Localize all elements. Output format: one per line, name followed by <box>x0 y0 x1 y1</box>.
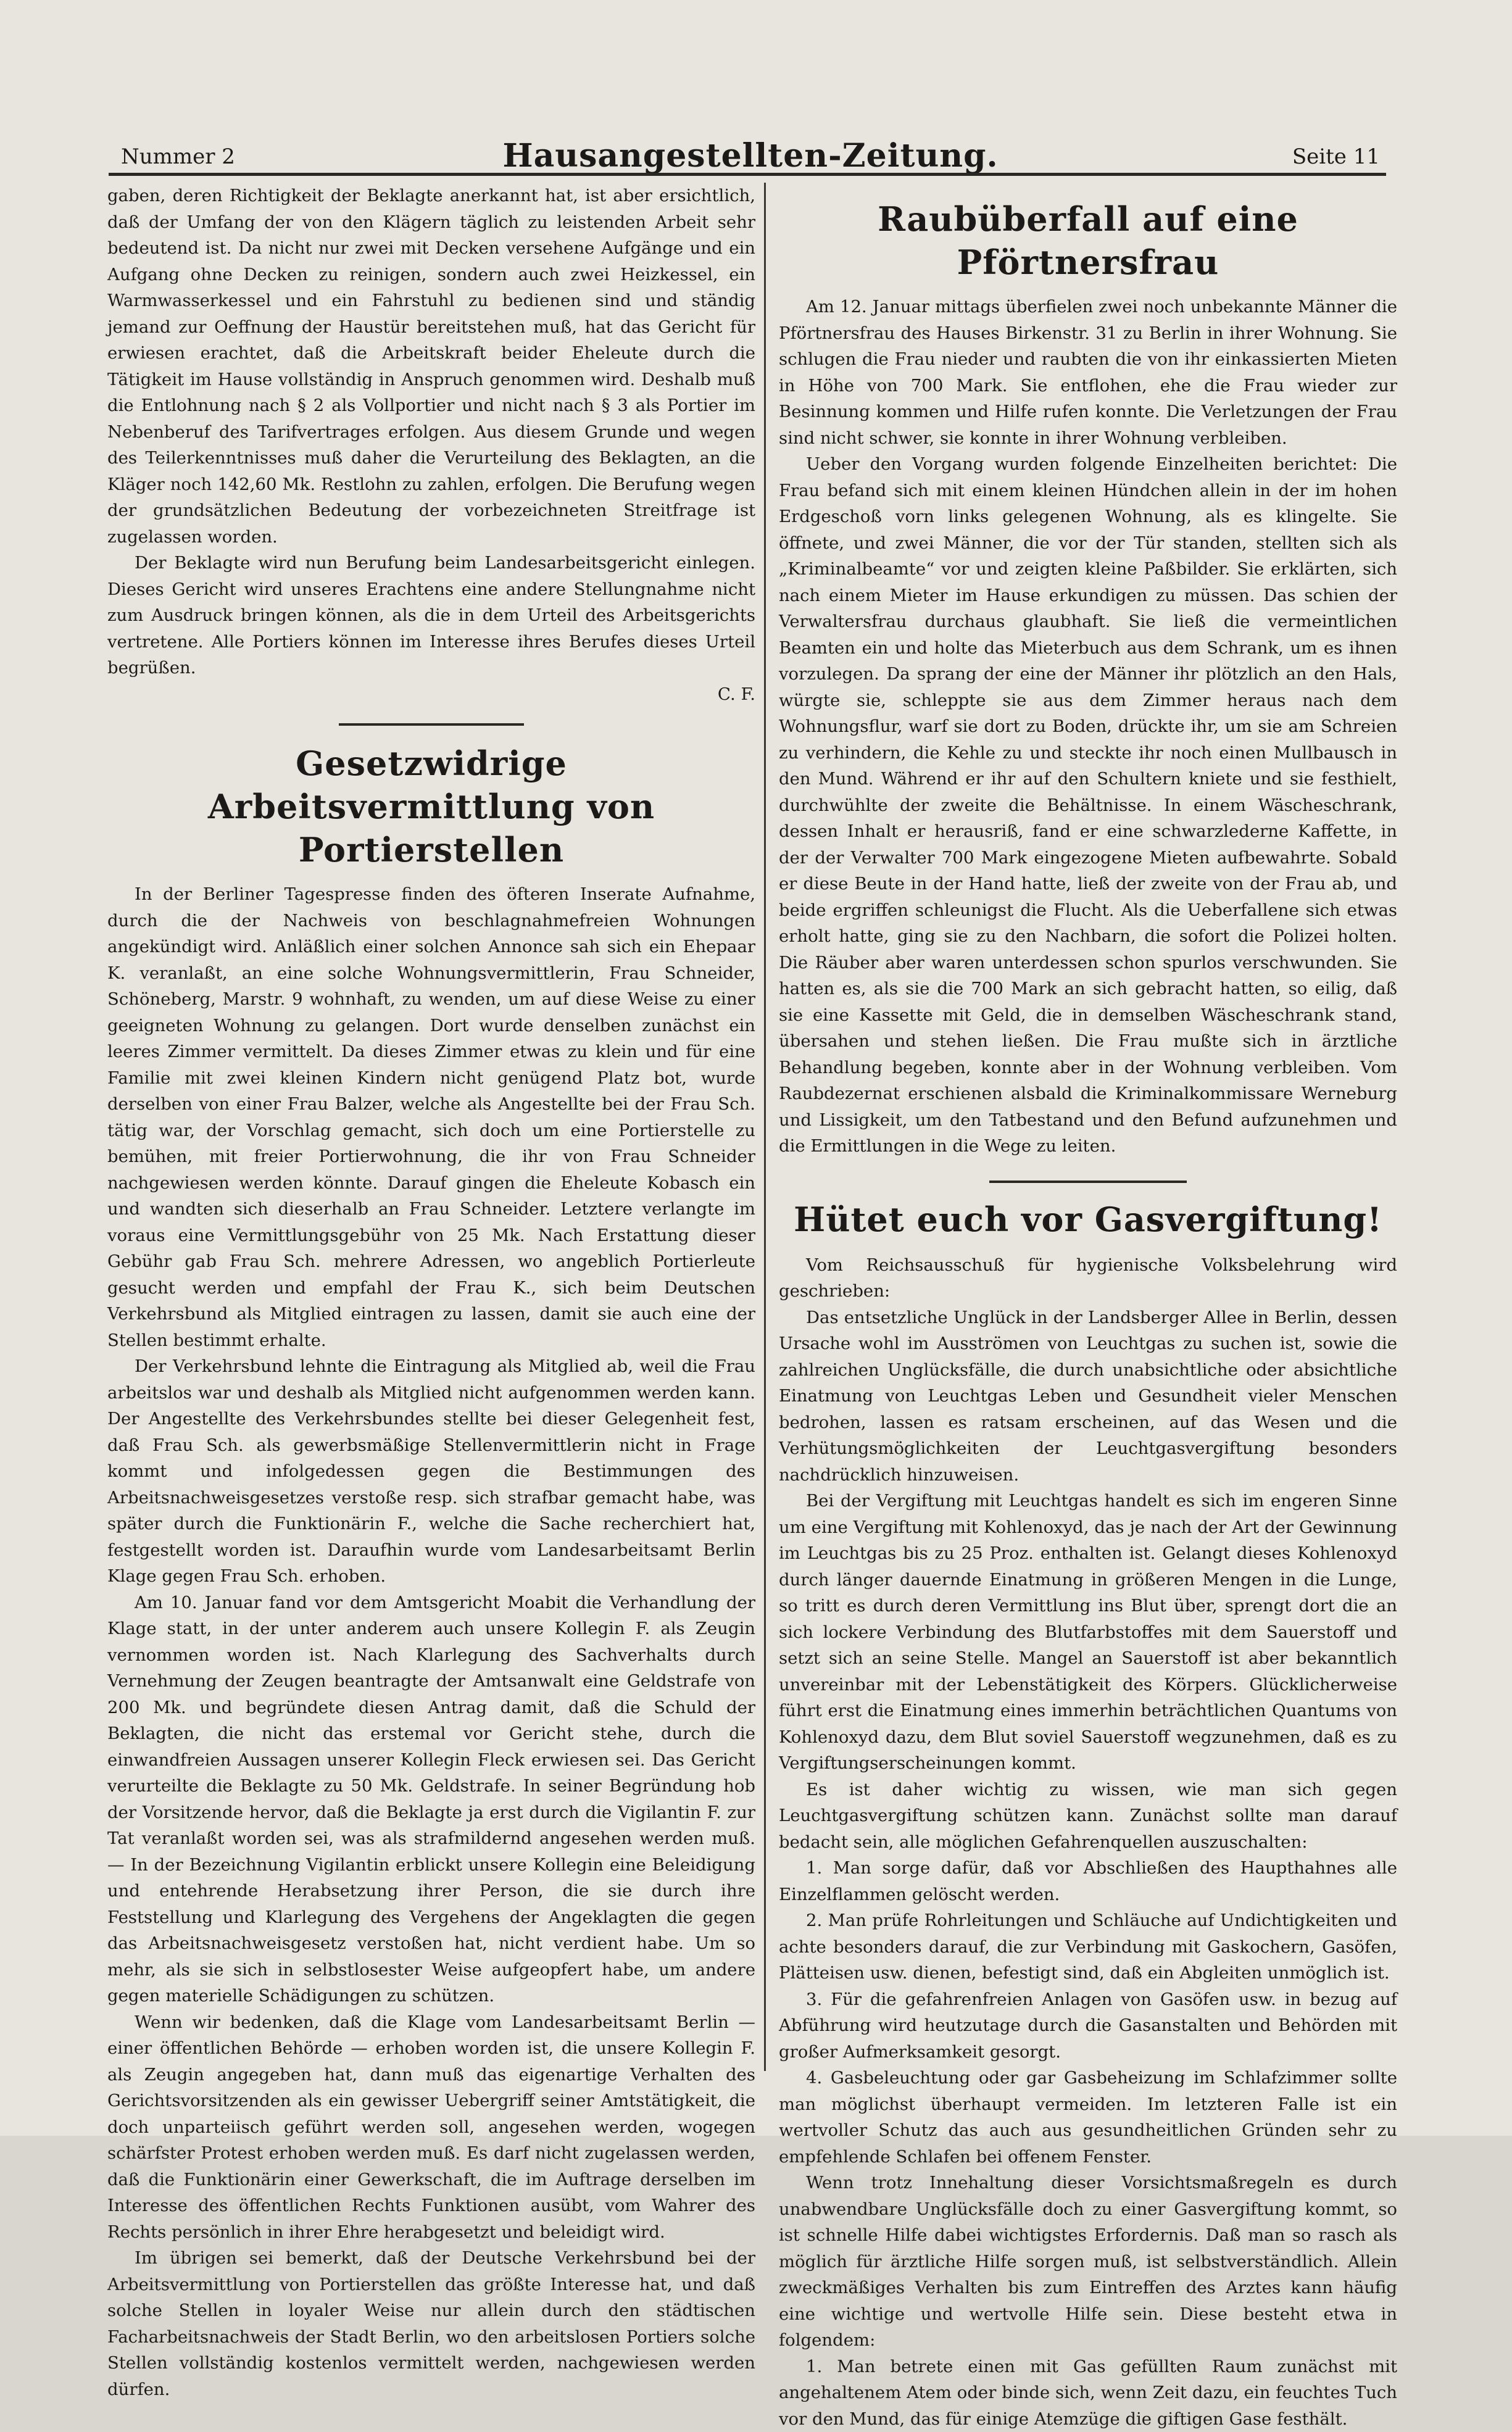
list-item: 1. Man betrete einen mit Gas gefüllten Raum zunächst mit angehaltenem Atem oder binde sich, wenn Zeit dazu, ein feuchtes Tuch vor den Mund, das für einige Atemzüge die giftigen Gase festhält. <box>779 2354 1397 2432</box>
masthead-title: Hausangestellten-Zeitung. <box>121 137 1380 175</box>
article-title-raubueberfall: Raubüberfall auf eine Pförtnersfrau <box>779 197 1397 284</box>
article-paragraph: Am 10. Januar fand vor dem Amtsgericht Moabit die Verhandlung der Klage statt, in der unter anderem auch unsere Kollegin F. als Zeugin vernommen worden ist. Nach Klarlegung des Sachverhalts durch Vernehmung der Zeugen beantragte der Amtsanwalt eine Geldstrafe von 200 Mk. und begründete diesen Antrag damit, daß die Schuld der Beklagten, die nicht das erstemal vor Gericht stehe, durch die einwandfreien Aussagen unserer Kollegin Fleck erwiesen sei. Das Gericht verurteilte die Beklagte zu 50 Mk. Geldstrafe. In seiner Begründung hob der Vorsitzende hervor, daß die Beklagte ja erst durch die Vigilantin F. zur Tat veranlaßt worden sei, was als strafmildernd angesehen werden muß. — In der Bezeichnung Vigilantin erblickt unsere Kollegin eine Beleidigung und entehrende Herabsetzung ihrer Person, die sie durch ihre Feststellung und Klarlegung des Vergehens der Angeklagten die gegen das Arbeitsnachweisgesetz verstoßen hat, nicht verdient habe. Um so mehr, als sie sich in selbstlosester Weise aufgeopfert habe, um andere gegen materielle Schädigungen zu schützen. <box>107 1590 755 2009</box>
article-title-gasvergiftung: Hütet euch vor Gasvergiftung! <box>779 1198 1397 1241</box>
article-separator <box>989 1181 1187 1183</box>
continuation-paragraph-last: Der Beklagte wird nun Berufung beim Landesarbeitsgericht einlegen. Dieses Gericht wird unseres Erachtens eine andere Stellungnahme nicht zum Ausdruck bringen können, als die in dem Urteil des Arbeitsgerichts vertretene. Alle Portiers können im Interesse ihres Berufes dieses Urteil begrüßen. <box>107 550 755 681</box>
column-divider <box>764 183 766 2071</box>
page-number: Seite 11 <box>1292 144 1380 169</box>
article-paragraph: In der Berliner Tagespresse finden des öfteren Inserate Aufnahme, durch die der Nachweis von beschlagnahmefreien Wohnungen angekündigt wird. Anläßlich einer solchen Annonce sah sich ein Ehepaar K. veranlaßt, an eine solche Wohnungsvermittlerin, Frau Schneider, Schöneberg, Marstr. 9 wohnhaft, zu wenden, um auf diese Weise zu einer geeigneten Wohnung zu gelangen. Dort wurde denselben zunächst ein leeres Zimmer vermittelt. Da dieses Zimmer etwas zu klein und für eine Familie mit zwei kleinen Kindern nicht genügend Platz bot, wurde derselben von einer Frau Balzer, welche als Angestellte bei der Frau Sch. tätig war, der Vorschlag gemacht, sich doch um eine Portierstelle zu bemühen, mit freier Portierwohnung, die ihr von Frau Schneider nachgewiesen werden könnte. Darauf gingen die Eheleute Kobasch ein und wandten sich dieserhalb an Frau Schneider. Letztere verlangte im voraus eine Vermittlungsgebühr von 25 Mk. Nach Erstattung dieser Gebühr gab Frau Sch. mehrere Adressen, wo angeblich Portierleute gesucht werden und empfahl der Frau K., sich beim Deutschen Verkehrsbund als Mitglied eintragen zu lassen, damit sie auch eine der Stellen bestimmt erhalte. <box>107 881 755 1353</box>
article-paragraph: Bei der Vergiftung mit Leuchtgas handelt es sich im engeren Sinne um eine Vergiftung mit Kohlenoxyd, das je nach der Art der Gewinnung im Leuchtgas bis zu 25 Proz. enthalten ist. Gelangt dieses Kohlenoxyd durch länger dauernde Einatmung in größeren Mengen in die Lunge, so tritt es durch deren Vermittlung ins Blut über, sprengt dort die an sich lockere Verbindung des Blutfarbstoffes mit dem Sauerstoff und setzt sich an seine Stelle. Mangel an Sauerstoff ist aber bekanntlich unvereinbar mit der Lebenstätigkeit des Körpers. Glücklicherweise führt erst die Einatmung eines immerhin beträchtlichen Quantums von Kohlenoxyd dazu, dem Blut soviel Sauerstoff wegzunehmen, daß es zu Vergiftungserscheinungen kommt. <box>779 1488 1397 1777</box>
article-paragraph: Ueber den Vorgang wurden folgende Einzelheiten berichtet: Die Frau befand sich mit einem kleinen Hündchen allein in der im hohen Erdgeschoß vorn links gelegenen Wohnung, als es klingelte. Sie öffnete, und zwei Männer, die vor der Tür standen, stellten sich als „Kriminalbeamte“ vor und zeigten kleine Paßbilder. Sie erklärten, sich nach einem Mieter im Hause erkundigen zu müssen. Das schien der Verwaltersfrau durchaus glaubhaft. Sie ließ die vermeintlichen Beamten ein und holte das Mieterbuch aus dem Schrank, um es ihnen vorzulegen. Da sprang der eine der Männer ihr plötzlich an den Hals, würgte sie, schleppte sie aus dem Zimmer heraus nach dem Wohnungsflur, warf sie dort zu Boden, drückte ihr, um sie am Schreien zu verhindern, die Kehle zu und steckte ihr noch einen Mullbausch in den Mund. Während er ihr auf den Schultern kniete und sie festhielt, durchwühlte der zweite die Behältnisse. In einem Wäscheschrank, dessen Inhalt er herausriß, fand er eine schwarzlederne Kaffette, in der der Verwalter 700 Mark eingezogene Mieten aufbewahrte. Sobald er diese Beute in der Hand hatte, ließ der zweite von der Frau ab, und beide ergriffen schleunigst die Flucht. Als die Ueberfallene sich etwas erholt hatte, ging sie zu den Nachbarn, die sofort die Polizei holten. Die Räuber aber waren unterdessen schon spurlos verschwunden. Sie hatten es, als sie die 700 Mark an sich gebracht hatten, so eilig, daß sie eine Kassette mit Geld, die in demselben Wäscheschrank stand, übersahen und stehen ließen. Die Frau mußte sich in ärztliche Behandlung begeben, konnte aber in der Wohnung verbleiben. Vom Raubdezernat erschienen alsbald die Kriminalkommissare Werneburg und Lissigkeit, um den Tatbestand und den Befund aufzunehmen und die Ermittlungen in die Wege zu leiten. <box>779 451 1397 1160</box>
article-title-arbeitsvermittlung: Gesetzwidrige Arbeitsvermittlung von Portierstellen <box>107 742 755 871</box>
list-item: 2. Man prüfe Rohrleitungen und Schläuche auf Undichtigkeiten und achte besonders darauf, die zur Verbindung mit Gaskochern, Gasöfen, Plätteisen usw. dienen, befestigt sind, daß ein Abgleiten unmöglich ist. <box>779 1907 1397 1986</box>
list-item: 3. Für die gefahrenfreien Anlagen von Gasöfen usw. in bezug auf Abführung wird heutzutage durch die Gasanstalten und Behörden mit großer Aufmerksamkeit gesorgt. <box>779 1986 1397 2065</box>
right-column <box>779 183 1397 2071</box>
article-paragraph: Das entsetzliche Unglück in der Landsberger Allee in Berlin, dessen Ursache wohl im Ausströmen von Leuchtgas zu suchen ist, sowie die zahlreichen Unglücksfälle, die durch unabsichtliche oder absichtliche Einatmung von Leuchtgas Leben und Gesundheit vieler Menschen bedrohen, lassen es ratsam erscheinen, auf das Wesen und die Verhütungsmöglichkeiten der Leuchtgasvergiftung besonders nachdrücklich hinzuweisen. <box>779 1305 1397 1488</box>
list-item: 4. Gasbeleuchtung oder gar Gasbeheizung im Schlafzimmer sollte man möglichst überhaupt vermeiden. Im letzteren Falle ist ein wertvoller Schutz das auch aus gesundheitlichen Gründen sehr zu empfehlende Schlafen bei offenem Fenster. <box>779 2065 1397 2170</box>
list-item: 1. Man sorge dafür, daß vor Abschließen des Haupthahnes alle Einzelflammen gelöscht werden. <box>779 1855 1397 1907</box>
article-paragraph: Am 12. Januar mittags überfielen zwei noch unbekannte Männer die Pförtnersfrau des Hauses Birkenstr. 31 zu Berlin in ihrer Wohnung. Sie schlugen die Frau nieder und raubten die von ihr einkassierten Mieten in Höhe von 700 Mark. Sie entflohen, ehe die Frau wieder zur Besinnung kommen und Hilfe rufen konnte. Die Verletzungen der Frau sind nicht schwer, sie konnte in ihrer Wohnung verbleiben. <box>779 294 1397 451</box>
article-intro: Vom Reichsausschuß für hygienische Volksbelehrung wird geschrieben: <box>779 1252 1397 1305</box>
article-paragraph: Wenn wir bedenken, daß die Klage vom Landesarbeitsamt Berlin — einer öffentlichen Behörde — erhoben worden ist, die unsere Kollegin F. als Zeugin angegeben hat, dann muß das eigenartige Verhalten des Gerichtsvorsitzenden als ein gewisser Uebergriff seiner Amtstätigkeit, die doch unparteiisch geführt werden soll, angesehen werden, wogegen schärfster Protest erhoben werden muß. Es darf nicht zugelassen werden, daß die Funktionärin einer Gewerkschaft, die im Auftrage derselben im Interesse des öffentlichen Rechts Funktionen ausübt, vom Wahrer des Rechts persönlich in ihrer Ehre herabgesetzt und beleidigt wird. <box>107 2009 755 2246</box>
header-rule <box>109 173 1386 176</box>
signature: C. F. <box>718 681 755 708</box>
left-column <box>107 183 755 2071</box>
article-separator <box>339 723 524 726</box>
continuation-paragraph: gaben, deren Richtigkeit der Beklagte anerkannt hat, ist aber ersichtlich, daß der Umfang der von den Klägern täglich zu leistenden Arbeit sehr bedeutend ist. Da nicht nur zwei mit Decken versehene Aufgänge und ein Aufgang ohne Decken zu reinigen, sondern auch zwei Heizkessel, ein Warmwasserkessel und ein Fahrstuhl zu bedienen sind und ständig jemand zur Oeffnung der Haustür bereitstehen muß, hat das Gericht für erwiesen erachtet, daß die Arbeitskraft beider Eheleute durch die Tätigkeit im Hause vollständig in Anspruch genommen wird. Deshalb muß die Entlohnung nach § 2 als Vollportier und nicht nach § 3 als Portier im Nebenberuf des Tarifvertrages erfolgen. Aus diesem Grunde und wegen des Teilerkenntnisses muß daher die Verurteilung des Beklagten, an die Kläger noch 142,60 Mk. Restlohn zu zahlen, erfolgen. Die Berufung wegen der grundsätzlichen Bedeutung der vorbezeichneten Streitfrage ist zugelassen worden. <box>107 183 755 550</box>
precaution-list <box>779 1855 1397 2170</box>
issue-number: Nummer 2 <box>121 144 235 169</box>
article-paragraph: Der Verkehrsbund lehnte die Eintragung als Mitglied ab, weil die Frau arbeitslos war und deshalb als Mitglied nicht aufgenommen werden kann. Der Angestellte des Verkehrsbundes stellte bei dieser Gelegenheit fest, daß Frau Sch. als gewerbsmäßige Stellenvermittlerin nicht in Frage kommt und infolgedessen gegen die Bestimmungen des Arbeitsnachweisgesetzes verstoße resp. sich strafbar gemacht habe, was später durch die Funktionärin F., welche die Sache recherchiert hat, festgestellt worden ist. Daraufhin wurde vom Landesarbeitsamt Berlin Klage gegen Frau Sch. erhoben. <box>107 1353 755 1590</box>
article-paragraph: Wenn trotz Innehaltung dieser Vorsichtsmaßregeln es durch unabwendbare Unglücksfälle doch zu einer Gasvergiftung kommt, so ist schnelle Hilfe dabei wichtigstes Erfordernis. Daß man so rasch als möglich für ärztliche Hilfe sorgen muß, ist selbstverständlich. Allein zweckmäßiges Verhalten bis zum Eintreffen des Arztes kann häufig eine wichtige und wertvolle Hilfe sein. Diese besteht etwa in folgendem: <box>779 2170 1397 2354</box>
article-paragraph: Im übrigen sei bemerkt, daß der Deutsche Verkehrsbund bei der Arbeitsvermittlung von Portierstellen das größte Interesse hat, und daß solche Stellen in loyaler Weise nur allein durch den städtischen Facharbeitsnachweis der Stadt Berlin, wo den arbeitslosen Portiers solche Stellen vollständig kostenlos vermittelt werden, nachgewiesen werden dürfen. <box>107 2245 755 2402</box>
signature-line <box>107 681 755 708</box>
article-paragraph: Es ist daher wichtig zu wissen, wie man sich gegen Leuchtgasvergiftung schützen kann. Zunächst sollte man darauf bedacht sein, alle möglichen Gefahrenquellen auszuschalten: <box>779 1777 1397 1856</box>
